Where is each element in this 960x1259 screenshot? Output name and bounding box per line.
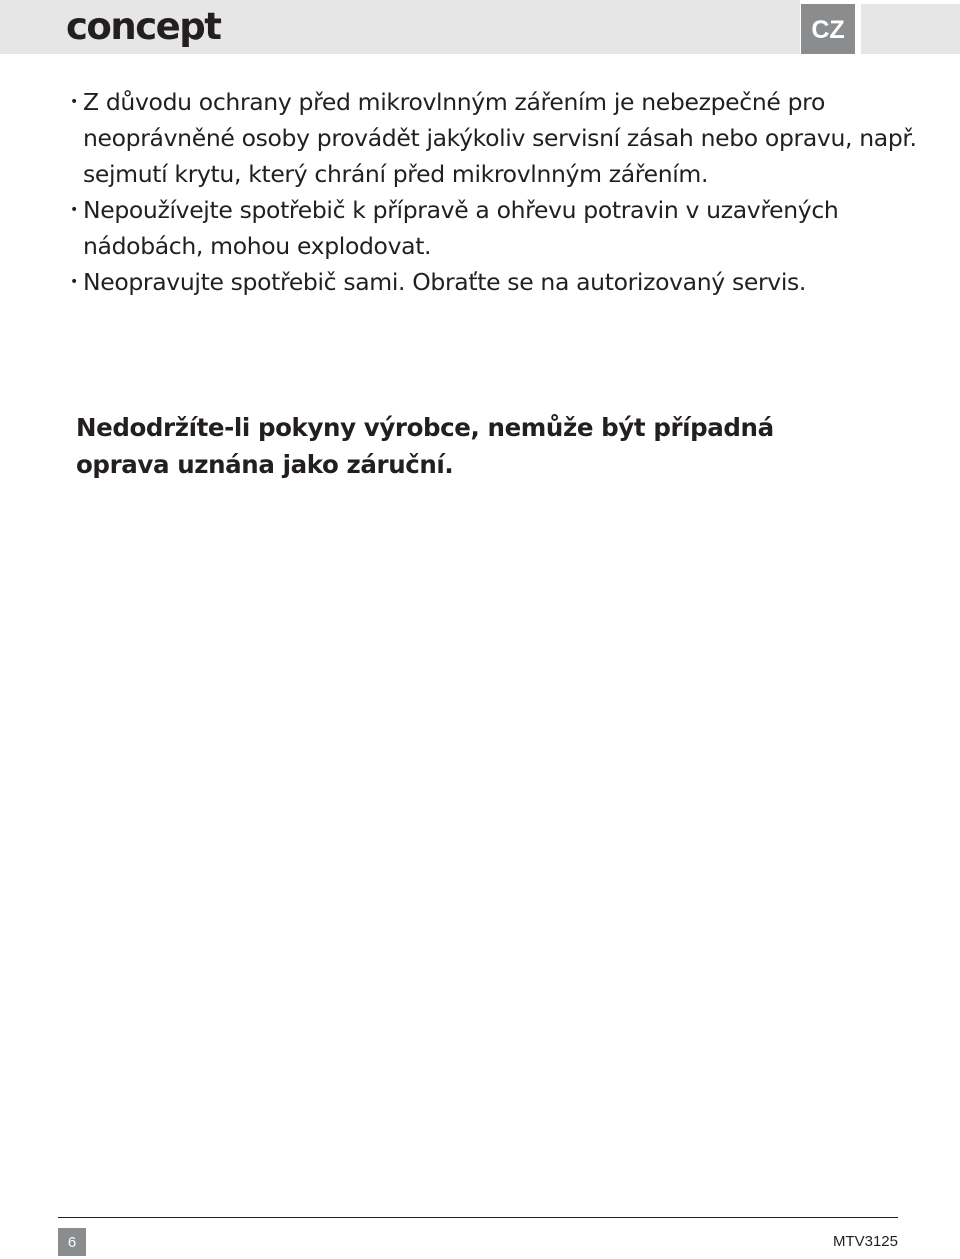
safety-note-text: Neopravujte spotřebič sami. Obraťte se na autorizovaný servis. [83, 268, 807, 296]
brand-logo: concept [66, 5, 221, 48]
safety-note-text: Nepoužívejte spotřebič k přípravě a ohřevu potravin v uzavřených nádobách, mohou explodovat. [83, 196, 839, 260]
safety-note-text: Z důvodu ochrany před mikrovlnným zářením je nebezpečné pro neoprávněné osoby provádět jakýkoliv servisní zásah nebo opravu, např. sejmutí krytu, který chrání před mikrovlnným zářením. [83, 88, 917, 188]
language-badge: CZ [801, 4, 855, 54]
safety-note [70, 264, 930, 300]
safety-note [70, 84, 930, 192]
header-bar [0, 0, 800, 54]
bullet-icon: • [70, 202, 78, 218]
safety-notes-list [70, 84, 930, 300]
page-number: 6 [58, 1228, 86, 1256]
safety-note [70, 192, 930, 264]
header-bar-end [861, 4, 960, 54]
warranty-notice: Nedodržíte-li pokyny výrobce, nemůže být případná oprava uznána jako záruční. [76, 413, 774, 479]
footer-divider [58, 1217, 898, 1218]
model-number: MTV3125 [832, 1233, 898, 1250]
bullet-icon: • [70, 274, 78, 290]
bullet-icon: • [70, 94, 78, 110]
